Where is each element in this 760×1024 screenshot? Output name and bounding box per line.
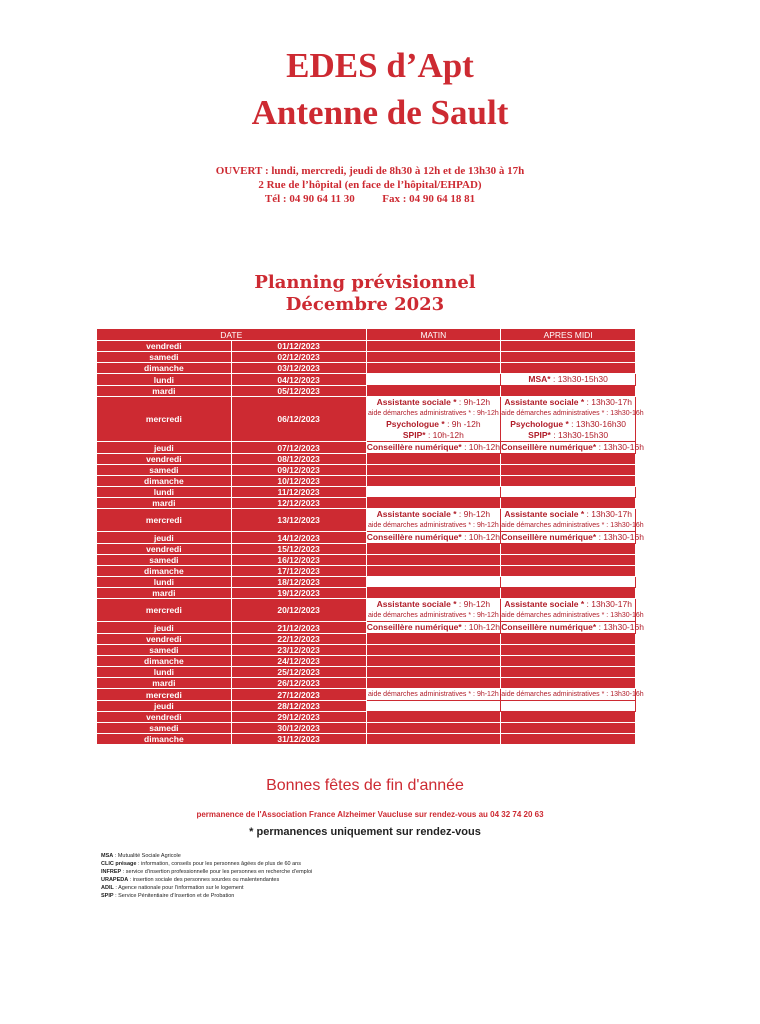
phone: Tél : 04 90 64 11 30 — [264, 193, 355, 205]
row-day: jeudi — [97, 442, 232, 454]
row-date: 13/12/2023 — [231, 509, 366, 532]
planning-month: Décembre 2023 — [285, 294, 445, 315]
row-apres-midi — [501, 341, 636, 352]
slot-label: Assistante sociale * — [376, 599, 457, 609]
row-apres-midi — [501, 487, 636, 498]
slot-label: Psychologue * — [510, 419, 569, 429]
row-apres-midi — [501, 622, 644, 634]
glossary-item — [101, 852, 312, 860]
row-day: mardi — [97, 588, 232, 599]
table-row — [97, 352, 636, 363]
row-date: 03/12/2023 — [231, 363, 366, 374]
row-matin — [366, 577, 501, 588]
glossary-item — [101, 884, 312, 892]
slot-time: : 9h-12h — [456, 397, 491, 407]
table-row — [97, 599, 636, 622]
slot-aide: aide démarches administratives * : 13h30-16h — [501, 691, 644, 698]
glossary — [101, 852, 312, 900]
slot-aide: aide démarches administratives * : 9h-12h — [368, 522, 499, 529]
slot-aide: aide démarches administratives * : 13h30-16h — [501, 410, 644, 417]
glossary-item — [101, 892, 312, 900]
row-date: 25/12/2023 — [231, 667, 366, 678]
row-apres-midi — [501, 544, 636, 555]
row-apres-midi — [501, 465, 636, 476]
slot-label: Assistante sociale * — [504, 599, 585, 609]
table-row — [97, 678, 636, 689]
table-row — [97, 465, 636, 476]
row-apres-midi — [501, 645, 636, 656]
row-day: jeudi — [97, 701, 232, 712]
row-day: jeudi — [97, 532, 232, 544]
table-row — [97, 532, 636, 544]
table-row — [97, 723, 636, 734]
row-date: 14/12/2023 — [231, 532, 366, 544]
slot-label: Conseillère numérique* — [501, 532, 597, 542]
table-row — [97, 701, 636, 712]
slot-time: : 10h-12h — [461, 442, 500, 452]
slot-line — [501, 430, 635, 441]
row-day: mercredi — [97, 689, 232, 701]
row-apres-midi — [501, 723, 636, 734]
table-row — [97, 509, 636, 532]
slot-aide: aide démarches administratives * : 9h-12h — [368, 691, 499, 698]
row-apres-midi — [501, 588, 636, 599]
row-matin — [366, 509, 501, 532]
alzheimer-permanence: permanence de l'Association France Alzheimer Vaucluse sur rendez-vous au 04 32 74 20 63 — [196, 810, 544, 819]
slot-time: : 10h-12h — [461, 622, 500, 632]
row-matin — [366, 566, 501, 577]
row-matin — [366, 341, 501, 352]
row-date: 09/12/2023 — [231, 465, 366, 476]
glossary-item — [101, 860, 312, 868]
slot-time: : 13h30-17h — [584, 599, 632, 609]
slot-label: Assistante sociale * — [376, 397, 457, 407]
slot-line — [367, 599, 501, 610]
schedule-body — [97, 329, 644, 745]
slot-line — [367, 397, 501, 408]
slot-line — [501, 509, 635, 520]
row-day: lundi — [97, 487, 232, 498]
glossary-item — [101, 876, 312, 884]
slot-line — [501, 622, 644, 633]
row-matin — [366, 689, 501, 701]
table-row — [97, 341, 636, 352]
row-apres-midi — [501, 532, 644, 544]
title-antenne: Antenne de Sault — [251, 93, 509, 132]
row-apres-midi — [501, 374, 636, 386]
row-day: mercredi — [97, 509, 232, 532]
table-row — [97, 734, 636, 745]
glossary-text: : Service Pénitentiaire d’Insertion et de Probation — [113, 893, 235, 899]
row-matin — [366, 667, 501, 678]
row-date: 12/12/2023 — [231, 498, 366, 509]
table-row — [97, 634, 636, 645]
row-date: 28/12/2023 — [231, 701, 366, 712]
row-apres-midi — [501, 352, 636, 363]
slot-time: : 10h-12h — [461, 532, 500, 542]
row-date: 11/12/2023 — [231, 487, 366, 498]
table-row — [97, 667, 636, 678]
slot-label: Assistante sociale * — [504, 509, 585, 519]
row-date: 22/12/2023 — [231, 634, 366, 645]
row-apres-midi — [501, 454, 636, 465]
row-apres-midi — [501, 599, 644, 622]
fax: Fax : 04 90 64 18 81 — [382, 193, 476, 205]
row-matin — [366, 454, 501, 465]
table-row — [97, 588, 636, 599]
row-day: dimanche — [97, 734, 232, 745]
slot-time: : 13h30-16h — [596, 532, 644, 542]
table-row — [97, 363, 636, 374]
table-row — [97, 487, 636, 498]
row-date: 24/12/2023 — [231, 656, 366, 667]
row-matin — [366, 656, 501, 667]
glossary-text: : information, conseils pour les personnes âgées de plus de 60 ans — [136, 861, 301, 867]
slot-line — [501, 397, 635, 408]
table-row — [97, 544, 636, 555]
row-apres-midi — [501, 701, 636, 712]
contact-line — [0, 192, 740, 206]
row-apres-midi — [501, 689, 644, 701]
row-matin — [366, 363, 501, 374]
row-matin — [366, 498, 501, 509]
slot-time: : 10h-12h — [425, 430, 464, 440]
row-day: samedi — [97, 352, 232, 363]
row-matin — [366, 645, 501, 656]
slot-line — [367, 442, 501, 453]
row-date: 15/12/2023 — [231, 544, 366, 555]
row-date: 19/12/2023 — [231, 588, 366, 599]
row-matin — [366, 442, 501, 454]
row-matin — [366, 487, 501, 498]
row-day: vendredi — [97, 341, 232, 352]
table-row — [97, 566, 636, 577]
row-date: 06/12/2023 — [231, 397, 366, 442]
row-day: dimanche — [97, 656, 232, 667]
slot-time: : 13h30-15h30 — [550, 430, 609, 440]
row-day: jeudi — [97, 622, 232, 634]
glossary-text: : Mutualité Sociale Agricole — [113, 853, 181, 859]
schedule-table — [96, 328, 644, 745]
row-apres-midi — [501, 634, 636, 645]
row-apres-midi — [501, 678, 636, 689]
row-day: dimanche — [97, 476, 232, 487]
season-greeting: Bonnes fêtes de fin d'année — [266, 777, 464, 794]
row-apres-midi — [501, 566, 636, 577]
slot-label: Psychologue * — [386, 419, 445, 429]
row-matin — [366, 678, 501, 689]
table-row — [97, 454, 636, 465]
row-date: 31/12/2023 — [231, 734, 366, 745]
row-day: vendredi — [97, 712, 232, 723]
table-row — [97, 622, 636, 634]
glossary-text: : insertion sociale des personnes sourdes ou malentendantes — [128, 877, 280, 883]
row-date: 30/12/2023 — [231, 723, 366, 734]
row-matin — [366, 352, 501, 363]
row-day: mardi — [97, 678, 232, 689]
glossary-item — [101, 868, 312, 876]
row-matin — [366, 588, 501, 599]
slot-time: : 9h -12h — [444, 419, 481, 429]
row-matin — [366, 397, 501, 442]
slot-time: : 13h30-17h — [584, 509, 632, 519]
slot-label: SPIP* — [528, 430, 551, 440]
row-date: 05/12/2023 — [231, 386, 366, 397]
row-apres-midi — [501, 656, 636, 667]
row-date: 29/12/2023 — [231, 712, 366, 723]
slot-line — [501, 442, 644, 453]
row-apres-midi — [501, 476, 636, 487]
row-apres-midi — [501, 667, 636, 678]
row-day: samedi — [97, 465, 232, 476]
row-date: 04/12/2023 — [231, 374, 366, 386]
row-apres-midi — [501, 555, 636, 566]
slot-label: Conseillère numérique* — [501, 442, 597, 452]
row-date: 26/12/2023 — [231, 678, 366, 689]
header-apres-midi: APRES MIDI — [501, 329, 636, 341]
row-day: lundi — [97, 667, 232, 678]
slot-label: Conseillère numérique* — [366, 532, 462, 542]
table-row — [97, 498, 636, 509]
slot-label: MSA* — [528, 374, 551, 384]
row-matin — [366, 386, 501, 397]
table-row — [97, 374, 636, 386]
row-matin — [366, 712, 501, 723]
slot-line — [501, 419, 635, 430]
row-day: samedi — [97, 555, 232, 566]
glossary-abbr: INFREP — [101, 869, 122, 875]
glossary-abbr: URAPEDA — [101, 877, 129, 883]
row-apres-midi — [501, 397, 644, 442]
row-day: mardi — [97, 386, 232, 397]
row-apres-midi — [501, 442, 644, 454]
slot-time: : 13h30-16h — [596, 622, 644, 632]
table-header-row — [97, 329, 636, 341]
row-apres-midi — [501, 734, 636, 745]
row-day: mercredi — [97, 397, 232, 442]
row-day: lundi — [97, 577, 232, 588]
row-matin — [366, 701, 501, 712]
slot-time: : 13h30-16h30 — [568, 419, 627, 429]
planning-title: Planning prévisionnel — [254, 272, 476, 293]
slot-time: : 13h30-15h30 — [550, 374, 608, 384]
opening-hours: OUVERT : lundi, mercredi, jeudi de 8h30 à 12h et de 13h30 à 17h — [215, 165, 525, 177]
header-matin: MATIN — [366, 329, 501, 341]
table-row — [97, 476, 636, 487]
slot-line — [367, 532, 501, 543]
slot-label: SPIP* — [402, 430, 426, 440]
slot-line — [367, 509, 501, 520]
slot-label: Assistante sociale * — [376, 509, 457, 519]
row-matin — [366, 476, 501, 487]
appointment-note: * permanences uniquement sur rendez-vous — [249, 826, 481, 838]
table-row — [97, 689, 636, 701]
row-day: vendredi — [97, 634, 232, 645]
slot-time: : 9h-12h — [456, 599, 491, 609]
row-date: 18/12/2023 — [231, 577, 366, 588]
table-row — [97, 386, 636, 397]
row-matin — [366, 555, 501, 566]
table-row — [97, 645, 636, 656]
row-day: mardi — [97, 498, 232, 509]
glossary-abbr: SPIP — [101, 893, 114, 899]
row-day: dimanche — [97, 363, 232, 374]
row-day: lundi — [97, 374, 232, 386]
glossary-abbr: CLIC présage — [101, 861, 137, 867]
row-date: 16/12/2023 — [231, 555, 366, 566]
table-row — [97, 442, 636, 454]
table-row — [97, 577, 636, 588]
row-apres-midi — [501, 509, 644, 532]
slot-line — [367, 622, 501, 633]
row-day: samedi — [97, 723, 232, 734]
row-apres-midi — [501, 712, 636, 723]
slot-line — [501, 374, 635, 385]
row-day: vendredi — [97, 544, 232, 555]
slot-line — [367, 419, 501, 430]
slot-line — [501, 599, 635, 610]
row-date: 20/12/2023 — [231, 599, 366, 622]
row-date: 17/12/2023 — [231, 566, 366, 577]
row-date: 07/12/2023 — [231, 442, 366, 454]
row-apres-midi — [501, 498, 636, 509]
title-edes: EDES d’Apt — [286, 46, 474, 85]
table-row — [97, 712, 636, 723]
row-matin — [366, 622, 501, 634]
row-matin — [366, 723, 501, 734]
glossary-text: : Agence nationale pour l’information sur le logement — [113, 885, 244, 891]
row-apres-midi — [501, 386, 636, 397]
slot-time: : 13h30-17h — [584, 397, 632, 407]
table-row — [97, 656, 636, 667]
glossary-abbr: MSA — [101, 853, 114, 859]
row-matin — [366, 634, 501, 645]
row-matin — [366, 465, 501, 476]
row-date: 02/12/2023 — [231, 352, 366, 363]
slot-aide: aide démarches administratives * : 13h30-16h — [501, 612, 644, 619]
table-row — [97, 397, 636, 442]
slot-line — [501, 532, 644, 543]
row-matin — [366, 532, 501, 544]
row-day: dimanche — [97, 566, 232, 577]
slot-label: Assistante sociale * — [504, 397, 585, 407]
row-day: mercredi — [97, 599, 232, 622]
slot-aide: aide démarches administratives * : 13h30-16h — [501, 522, 644, 529]
slot-line — [367, 430, 501, 441]
row-matin — [366, 374, 501, 386]
row-apres-midi — [501, 363, 636, 374]
slot-aide: aide démarches administratives * : 9h-12h — [368, 410, 499, 417]
row-date: 01/12/2023 — [231, 341, 366, 352]
row-date: 21/12/2023 — [231, 622, 366, 634]
row-date: 10/12/2023 — [231, 476, 366, 487]
row-day: samedi — [97, 645, 232, 656]
slot-time: : 13h30-16h — [596, 442, 644, 452]
slot-label: Conseillère numérique* — [366, 622, 462, 632]
row-date: 08/12/2023 — [231, 454, 366, 465]
table-row — [97, 555, 636, 566]
glossary-text: : service d’insertion professionnelle pour les personnes en recherche d’emploi — [121, 869, 313, 875]
slot-label: Conseillère numérique* — [501, 622, 597, 632]
slot-label: Conseillère numérique* — [366, 442, 462, 452]
row-day: vendredi — [97, 454, 232, 465]
row-apres-midi — [501, 577, 636, 588]
slot-aide: aide démarches administratives * : 9h-12h — [368, 612, 499, 619]
row-matin — [366, 734, 501, 745]
glossary-abbr: ADIL — [101, 885, 114, 891]
header-date: DATE — [97, 329, 367, 341]
slot-time: : 9h-12h — [456, 509, 491, 519]
address: 2 Rue de l’hôpital (en face de l’hôpital/EHPAD) — [258, 179, 482, 191]
row-date: 27/12/2023 — [231, 689, 366, 701]
row-matin — [366, 599, 501, 622]
row-matin — [366, 544, 501, 555]
row-date: 23/12/2023 — [231, 645, 366, 656]
